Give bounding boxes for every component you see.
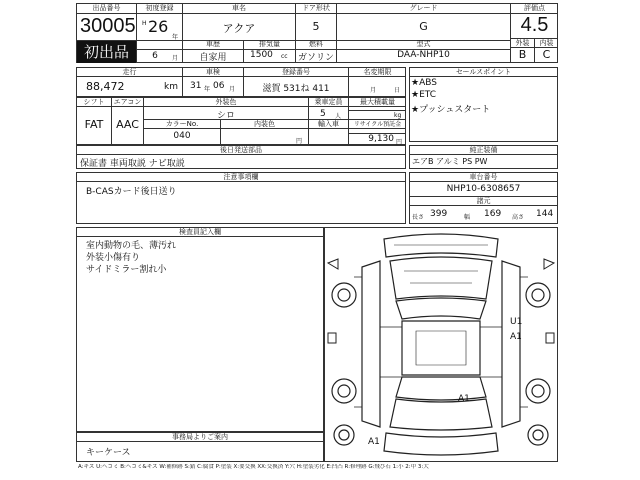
- type: DAA-NHP10: [397, 50, 450, 60]
- ext-label: 外装: [515, 39, 530, 47]
- damage-a1-right: A1: [510, 332, 522, 342]
- fuel: ガソリン: [297, 53, 334, 63]
- recycle: 9,130: [368, 134, 394, 144]
- score: 4.5: [520, 14, 549, 36]
- ac: AAC: [116, 118, 139, 131]
- reg-month-unit: 月: [172, 55, 179, 62]
- recycle-label: リサイクル預託金: [353, 121, 402, 128]
- int-color-label: 内装色: [254, 120, 275, 128]
- type-label: 型式: [416, 40, 431, 48]
- plate-label: 登録番号: [282, 68, 310, 76]
- import-label: 輸入車: [318, 120, 339, 128]
- car-diagram: [324, 227, 558, 462]
- era: H: [142, 20, 147, 27]
- grade-label: グレード: [409, 4, 438, 12]
- height-label: 高さ: [512, 214, 525, 221]
- use-label: 車歴: [206, 40, 220, 48]
- cc-label: 排気量: [259, 40, 280, 48]
- load-unit: kg: [394, 112, 402, 119]
- office-label: 事務局よりご案内: [172, 433, 228, 441]
- inspection-label: 車検: [206, 68, 220, 76]
- inspector-line-3: サイドミラー割れ小: [86, 265, 167, 275]
- chassis-label: 車台番号: [469, 173, 498, 181]
- doors: 5: [312, 20, 320, 33]
- insp-year: 31: [190, 81, 202, 91]
- km-unit: km: [164, 82, 178, 92]
- int-grade: C: [542, 48, 551, 61]
- width-label: 幅: [464, 214, 471, 221]
- sales-points-label: セールスポイント: [455, 68, 512, 76]
- color: シロ: [216, 111, 235, 121]
- notes-label: 注意事項欄: [223, 173, 259, 181]
- inspector-label: 検査員記入欄: [179, 228, 221, 236]
- model-label: 車名: [232, 4, 246, 12]
- damage-a1-rear: A1: [368, 437, 380, 447]
- transfer-day-unit: 日: [394, 87, 401, 94]
- sales-point-1: ★ABS: [411, 78, 437, 88]
- shift: FAT: [84, 118, 104, 131]
- cc-unit: cc: [281, 53, 288, 60]
- width: 169: [484, 209, 502, 219]
- office-value: キーケース: [86, 448, 131, 458]
- capacity-label: 乗車定員: [314, 98, 343, 106]
- int-label: 内装: [539, 39, 554, 47]
- cc: 1500: [250, 50, 273, 60]
- docs-label: 後日発送部品: [220, 146, 262, 154]
- km-label: 走行: [122, 68, 137, 76]
- lot-label: 出品番号: [92, 4, 121, 12]
- transfer-label: 名変期限: [363, 68, 392, 76]
- dims-label: 諸元: [476, 197, 491, 205]
- reg-year-unit: 年: [172, 34, 179, 41]
- doors-label: ドア形状: [302, 4, 330, 12]
- fuel-label: 燃料: [309, 40, 323, 48]
- reg-month: 6: [152, 51, 158, 61]
- length-label: 長さ: [412, 214, 424, 221]
- chassis-value: NHP10-6308657: [446, 184, 521, 194]
- insp-month-unit: 月: [229, 86, 236, 93]
- docs-value: 保証書 車両取説 ナビ取説: [80, 159, 185, 169]
- height: 144: [536, 209, 554, 219]
- grade: G: [419, 20, 428, 33]
- first-listing-text: 初出品: [83, 43, 129, 61]
- shift-label: シフト: [83, 98, 105, 106]
- capacity: 5: [320, 109, 326, 119]
- ac-label: エアコン: [113, 98, 142, 106]
- inspector-line-1: 室内動物の毛、薄汚れ: [86, 241, 177, 251]
- transfer-month-unit: 月: [370, 87, 377, 94]
- length: 399: [430, 209, 448, 219]
- km: 88,472: [86, 80, 125, 93]
- reg-year: 26: [148, 17, 168, 36]
- recycle-unit: 円: [396, 139, 403, 146]
- insp-year-unit: 年: [204, 86, 211, 93]
- options-value: エアB アルミ PS PW: [412, 157, 488, 166]
- color-no-label: カラーNo.: [165, 120, 199, 128]
- capacity-unit: 人: [335, 113, 342, 120]
- notes-value: B-CASカード後日送り: [86, 187, 177, 197]
- sales-point-3: ★プッシュスタート: [411, 105, 491, 115]
- score-label: 評価点: [524, 4, 545, 12]
- model: アクア: [222, 22, 256, 35]
- legend-footer: A:キズ U:へコミ B:へコミ&キズ W:補修跡 S:錆 C:腐食 P:塗装 X:要交換 XX:交換済 Y:穴 H:塗装劣化 E:凹凸 R:修理跡 G:飛び石 1:小 2:中 3:大: [78, 464, 429, 470]
- damage-a1-roof: A1: [458, 394, 470, 404]
- lot-number: 30005: [80, 15, 136, 37]
- damage-u1: U1: [510, 317, 523, 327]
- insp-month: 06: [213, 81, 225, 91]
- options-label: 純正装備: [469, 146, 498, 154]
- color-no: 040: [173, 131, 191, 141]
- ext-grade: B: [518, 48, 527, 61]
- sales-point-2: ★ETC: [411, 90, 437, 100]
- inspector-line-2: 外装小傷有り: [86, 253, 141, 263]
- first-reg-label: 初度登録: [145, 4, 174, 12]
- load-label: 最大積載量: [360, 98, 395, 106]
- yen-unit: 円: [296, 138, 303, 145]
- color-label: 外装色: [215, 98, 237, 106]
- use: 自家用: [199, 53, 227, 63]
- plate: 滋賀 531ね 411: [262, 84, 330, 94]
